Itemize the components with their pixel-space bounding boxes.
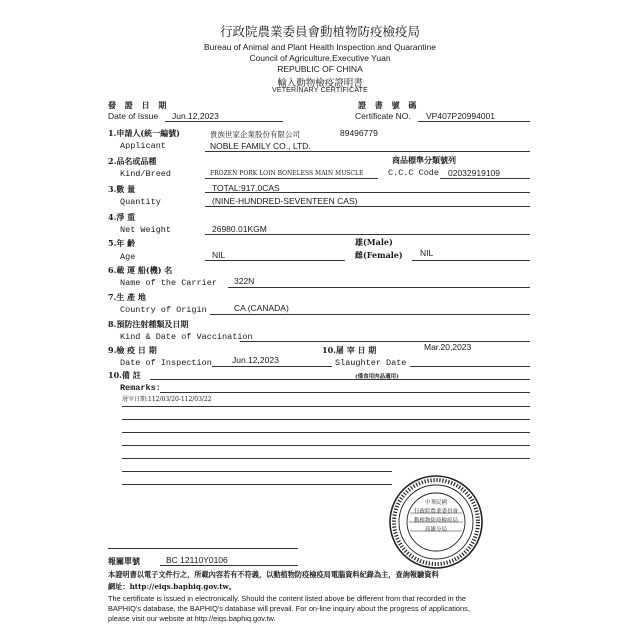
- country-title-en: REPUBLIC OF CHINA: [277, 64, 363, 74]
- cert-no-label-zh: 證 書 號 碼: [358, 100, 420, 110]
- net-weight-label-zh: 4.淨 重: [108, 212, 136, 222]
- age-value: NIL: [212, 250, 226, 260]
- age-label-zh: 5.年 齡: [108, 238, 136, 248]
- sex-value: NIL: [420, 248, 434, 258]
- origin-label-zh: 7.生 產 地: [108, 292, 146, 302]
- agency-title-en: Bureau of Animal and Plant Health Inspection and Quarantine: [203, 42, 436, 52]
- origin-label-en: Country of Origin: [120, 305, 207, 315]
- seal-line-1: 中華民國: [424, 500, 447, 506]
- vaccination-label-en: Kind & Date of Vaccination: [120, 332, 253, 342]
- slaughter-label-zh: 10.屠 宰 日 期: [322, 345, 377, 355]
- applicant-name-en: NOBLE FAMILY CO., LTD.: [210, 141, 311, 151]
- kind-value: FROZEN PORK LOIN BONELESS MAIN MUSCLE: [210, 170, 364, 177]
- inspection-label-zh: 9.檢 疫 日 期: [108, 345, 157, 355]
- agency-title-zh: 行政院農業委員會動植物防疫檢疫局: [219, 24, 420, 39]
- seal-line-2: 行政院農業委員會: [413, 509, 458, 515]
- inspection-label-en: Date of Inspection: [120, 358, 212, 368]
- applicant-label-zh: 1.申請人(統一編號): [108, 128, 180, 138]
- seal-line-3: 動植物防疫檢疫局: [413, 518, 458, 524]
- certificate-title-zh: 輸入動物檢疫證明書: [277, 78, 363, 89]
- ccc-value: 02032919109: [448, 168, 501, 178]
- kind-label-en: Kind/Breed: [120, 169, 172, 179]
- remarks-label-en: Remarks:: [120, 383, 161, 393]
- issue-date-label-zh: 發 證 日 期: [108, 100, 170, 110]
- remarks-label-zh: 10.備 註: [108, 370, 141, 380]
- slaughter-note: (僅食用肉品適用): [355, 374, 399, 380]
- footer-en-line-2: BAPHIQ's database, the BAPHIQ's database will prevail. For on-line inquiry about the progress of applications,: [108, 604, 470, 613]
- carrier-label-zh: 6.載 運 船(機) 名: [108, 265, 173, 275]
- certificate-title-en: VETERINARY CERTIFICATE: [271, 87, 369, 94]
- ccc-label-en: C.C.C Code: [388, 168, 440, 178]
- vaccination-label-zh: 8.預防注射種類及日期: [108, 319, 189, 329]
- quantity-value-words: (NINE-HUNDRED-SEVENTEEN CAS): [212, 196, 358, 206]
- seal-line-4: 高雄分局: [424, 527, 447, 533]
- issue-date-value: Jun.12,2023: [172, 111, 219, 121]
- quantity-label-zh: 3.數 量: [108, 184, 136, 194]
- applicant-name-zh: 貴族世家企業股份有限公司: [210, 130, 300, 139]
- footer-en-line-1: The certificate is issued in electronically. Should the content listed above be different from that recorded in the: [108, 594, 466, 603]
- female-label: 雌(Female): [355, 250, 403, 260]
- footer-zh-line-1: 本證明書以電子文件行之，所載內容若有不符義，以動植物防疫檢疫局電腦資料紀錄為主，查詢報驗資料: [108, 570, 439, 579]
- carrier-label-en: Name of the Carrier: [120, 278, 217, 288]
- quantity-value: TOTAL:917.0CAS: [212, 183, 280, 193]
- inspection-value: Jun.12,2023: [232, 355, 279, 365]
- declaration-value: BC 12110Y0106: [166, 555, 228, 565]
- slaughter-label-en: Slaughter Date: [335, 358, 407, 368]
- official-seal: [388, 474, 484, 570]
- male-label: 雄(Male): [355, 237, 393, 247]
- carrier-value: 322N: [234, 276, 255, 286]
- remarks-value: 屠宰日期:112/03/20-112/03/22: [122, 396, 212, 403]
- net-weight-label-en: Net Weight: [120, 225, 172, 235]
- ccc-label-zh: 商品標準分類號列: [392, 155, 456, 165]
- applicant-id-no: 89496779: [340, 128, 378, 138]
- net-weight-value: 26980.01KGM: [212, 224, 267, 234]
- declaration-label-zh: 報關單號: [108, 556, 140, 566]
- quantity-label-en: Quantity: [120, 197, 161, 207]
- origin-value: CA (CANADA): [234, 303, 289, 313]
- age-label-en: Age: [120, 252, 136, 262]
- applicant-label-en: Applicant: [120, 141, 166, 151]
- footer-en-line-3: please visit our website at http://eiqs.baphiq.gov.tw.: [108, 614, 276, 623]
- issue-date-label-en: Date of Issue: [108, 111, 159, 121]
- kind-label-zh: 2.品名或品種: [108, 156, 157, 166]
- slaughter-value: Mar.20,2023: [424, 342, 472, 352]
- cert-no-label-en: Certificate NO.: [355, 111, 411, 121]
- council-title-en: Council of Agriculture,Executive Yuan: [249, 53, 391, 63]
- cert-no-value: VP407P20994001: [426, 111, 496, 121]
- footer-zh-line-2: 網址：http://eiqs.baphiq.gov.tw。: [108, 582, 236, 591]
